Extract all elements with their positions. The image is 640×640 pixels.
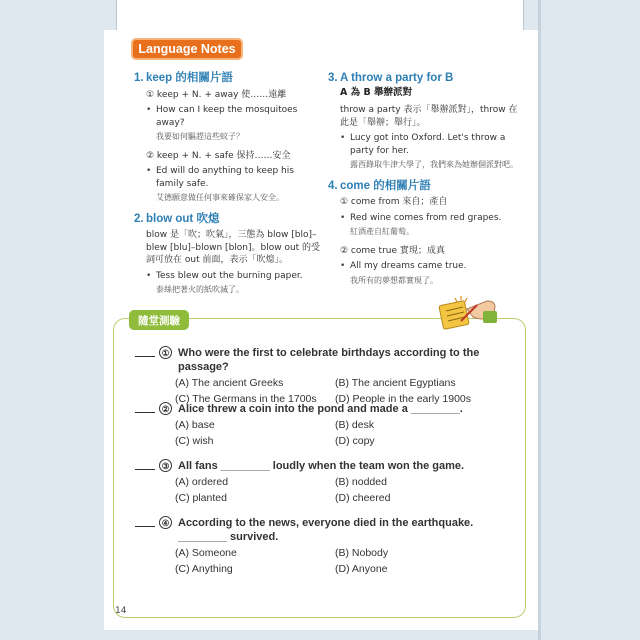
answer-option[interactable]: (D) copy bbox=[335, 434, 375, 447]
notes-right-column bbox=[328, 70, 518, 295]
answer-blank[interactable] bbox=[135, 346, 155, 357]
note-heading bbox=[134, 213, 324, 226]
note-text: blow 是「吹；吹氣」，三態為 blow [blo]–blew [blu]–blown [blon]。blow out 的受詞可放在 out 前面，表示「吹熄」。 bbox=[146, 230, 321, 265]
notes-left-column bbox=[134, 70, 324, 305]
translation: 紅酒產自紅葡萄。 bbox=[350, 227, 414, 236]
quiz-question bbox=[135, 459, 505, 506]
note-text: ① keep + N. + away 使……遠離 bbox=[146, 89, 287, 100]
question-text: Who were the first to celebrate birthdays according to the passage? bbox=[178, 347, 480, 373]
note-number: 3. bbox=[328, 72, 338, 84]
quiz-question bbox=[135, 346, 505, 407]
note-number: 2. bbox=[134, 212, 144, 225]
question-number: ① bbox=[159, 346, 172, 359]
quiz-question bbox=[135, 516, 505, 577]
question-line bbox=[135, 459, 505, 473]
answer-option[interactable]: (A) base bbox=[175, 419, 215, 431]
question-text: Alice threw a coin into the pond and made a ________. bbox=[178, 403, 463, 415]
answer-option[interactable]: (C) planted bbox=[175, 491, 227, 504]
translation: 我要如何驅趕這些蚊子？ bbox=[156, 132, 244, 141]
translation: 我所有的夢想都實現了。 bbox=[350, 275, 438, 285]
answer-option[interactable]: (B) nodded bbox=[335, 476, 387, 488]
answer-option[interactable]: (D) People in the early 1900s bbox=[335, 392, 471, 405]
options-grid bbox=[175, 418, 505, 449]
question-text: All fans ________ loudly when the team won the game. bbox=[178, 460, 465, 472]
note-section bbox=[328, 180, 518, 288]
question-line bbox=[135, 516, 505, 544]
example-sentence: • Red wine comes from red grapes. bbox=[328, 212, 518, 225]
translation: 艾德願意做任何事來確保家人安全。 bbox=[156, 193, 284, 202]
answer-option[interactable]: (C) wish bbox=[175, 434, 214, 447]
note-text: ① come from 來自；產自 bbox=[340, 197, 448, 207]
translation: 露西錄取牛津大學了，我們來為她辦個派對吧。 bbox=[350, 160, 518, 169]
answer-option[interactable]: (B) Nobody bbox=[335, 547, 389, 559]
answer-option[interactable]: (A) The ancient Greeks bbox=[175, 377, 284, 389]
note-title: blow out bbox=[146, 212, 197, 225]
quiz-tag: 隨堂測驗 bbox=[129, 310, 189, 330]
note-text: throw a party 表示「舉辦派對」，throw 在此是「舉辦；舉行」。 bbox=[340, 105, 518, 128]
note-title: keep bbox=[146, 72, 176, 84]
note-heading bbox=[328, 72, 518, 85]
options-grid bbox=[175, 546, 505, 577]
answer-blank[interactable] bbox=[135, 459, 155, 470]
answer-option[interactable]: (C) Anything bbox=[175, 562, 233, 575]
hand-writing-notepad-icon bbox=[437, 295, 499, 331]
translation: 泰絲把著火的紙吹滅了。 bbox=[156, 285, 244, 294]
question-line bbox=[135, 346, 505, 374]
note-number: 1. bbox=[134, 72, 144, 84]
example-sentence: • Lucy got into Oxford. Let's throw a party for her. bbox=[328, 132, 518, 157]
note-title-zh: 的相關片語 bbox=[373, 179, 431, 192]
example-sentence: • How can I keep the mosquitoes away? bbox=[134, 104, 324, 129]
example-sentence: • Ed will do anything to keep his family safe. bbox=[134, 165, 324, 190]
page-number: 14 bbox=[115, 606, 127, 616]
note-title-zh: 吹熄 bbox=[196, 212, 220, 225]
note-section bbox=[134, 72, 324, 205]
quiz-question bbox=[135, 402, 505, 449]
answer-option[interactable]: (C) The Germans in the 1700s bbox=[175, 392, 317, 405]
note-heading bbox=[328, 180, 518, 193]
question-number: ④ bbox=[159, 516, 172, 529]
note-text: ② keep + N. + safe 保持……安全 bbox=[146, 150, 291, 161]
answer-blank[interactable] bbox=[135, 516, 155, 527]
note-title: come bbox=[340, 179, 374, 192]
question-number: ③ bbox=[159, 459, 172, 472]
answer-option[interactable]: (D) cheered bbox=[335, 491, 391, 504]
answer-option[interactable]: (A) ordered bbox=[175, 476, 229, 488]
note-title: A throw a party for B bbox=[340, 72, 454, 84]
note-subtitle: A 為 B 舉辦派對 bbox=[340, 86, 413, 98]
answer-blank[interactable] bbox=[135, 402, 155, 413]
note-section bbox=[134, 213, 324, 297]
options-grid bbox=[175, 475, 505, 506]
example-sentence: • All my dreams came true. bbox=[328, 260, 518, 273]
language-notes-tag: Language Notes bbox=[131, 38, 243, 60]
example-sentence: • Tess blew out the burning paper. bbox=[134, 270, 324, 283]
question-line bbox=[135, 402, 505, 416]
answer-option[interactable]: (D) Anyone bbox=[335, 562, 388, 575]
note-section bbox=[328, 72, 518, 172]
question-text: According to the news, everyone died in the earthquake. ________ survived. bbox=[178, 517, 474, 543]
answer-option[interactable]: (B) The ancient Egyptians bbox=[335, 377, 456, 389]
page-edge bbox=[538, 0, 541, 640]
note-heading bbox=[134, 72, 324, 85]
answer-option[interactable]: (B) desk bbox=[335, 419, 375, 431]
note-number: 4. bbox=[328, 179, 338, 192]
note-title-zh: 的相關片語 bbox=[175, 72, 233, 84]
question-number: ② bbox=[159, 402, 172, 415]
note-text: ② come true 實現；成真 bbox=[340, 245, 445, 256]
answer-option[interactable]: (A) Someone bbox=[175, 547, 237, 559]
